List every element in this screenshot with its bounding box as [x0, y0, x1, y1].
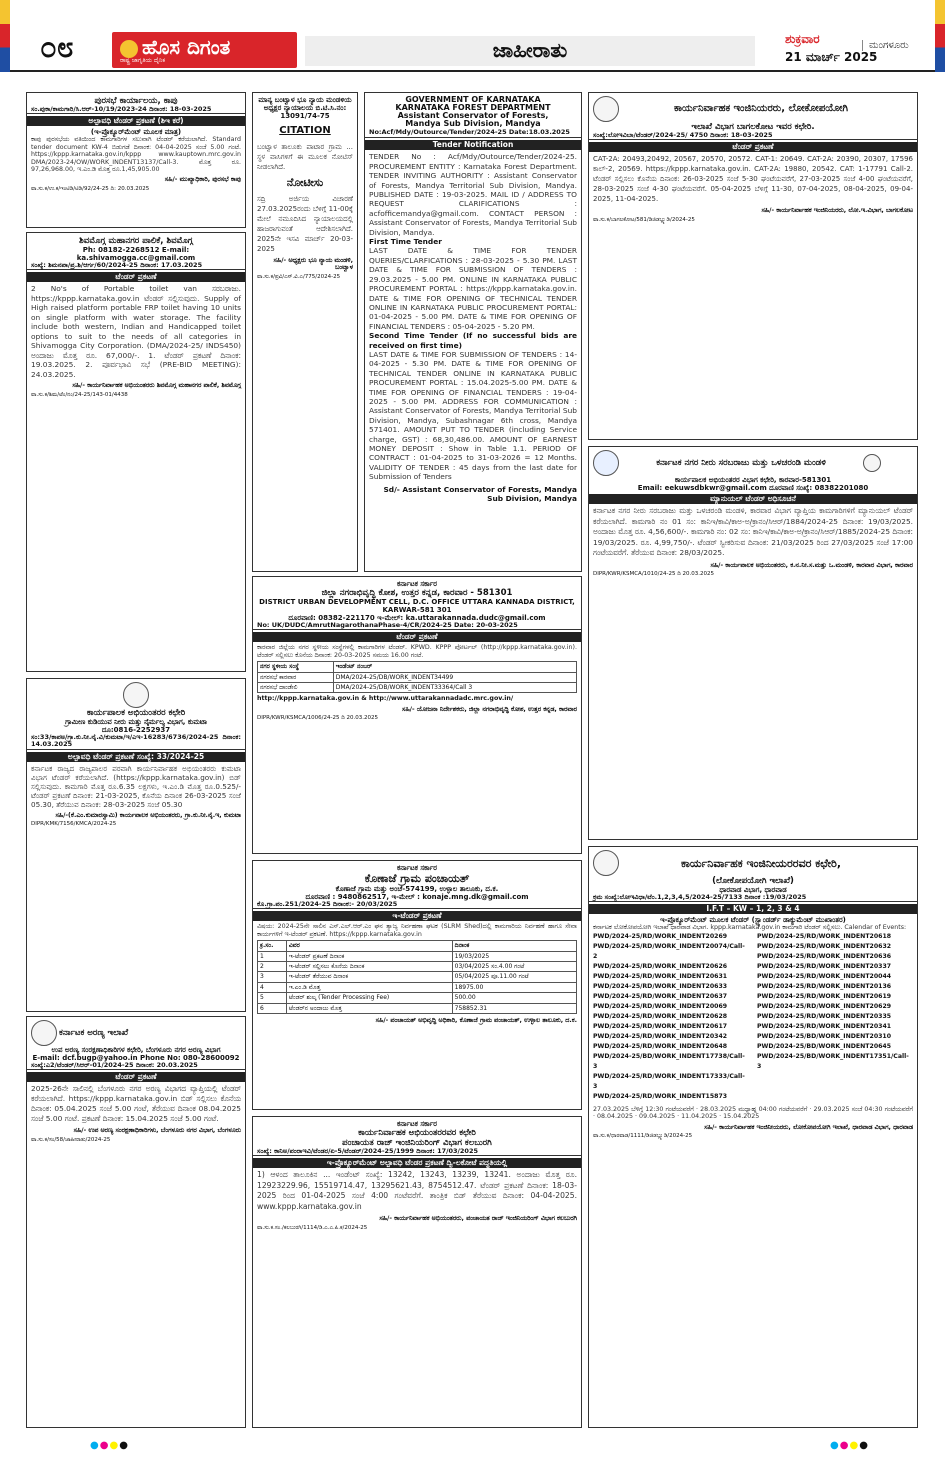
notice-bar: ಅಲ್ಪಾವಧಿ ಟೆಂಡರ್ ಪ್ರಕಟಣೆ (ಶಿಇ ಕರೆ) — [27, 116, 245, 126]
notice-contact: ದೂ:0816-2252937 — [101, 726, 171, 734]
table-cell: 6 — [258, 1003, 287, 1013]
table-cell: 1 — [258, 951, 287, 961]
table-header-row — [258, 941, 577, 951]
notice-footer: ವಾ.ಸು.ಕ/ಉ.ಕ/ಇಂಟಿಡಿ/ಟಿಡಿ/92/24-25 ದಿ: 20.03.2025 — [31, 185, 150, 192]
table-cell: ಇ.ಎಂ.ಡಿ ಮೊತ್ತ — [286, 982, 452, 992]
table-cell: ಇ-ಟೆಂಡರ್ ತೆರೆಯುವ ದಿನಾಂಕ — [286, 972, 452, 982]
notice-body: ಕರ್ನಾಟಕ ರಾಜ್ಯದ ರಾಜ್ಯಪಾಲರ ಪರವಾಗಿ ಕಾರ್ಯನಿರ್ವಾಹಕ ಅಭಿಯಂತರರು ಕುಮಟಾ ವಿಭಾಗ ಟೆಂಡರ್ ಕರೆಯಲಾಗಿದೆ. (https://kppp.karnataka.gov.in) ಬಿಡ್ ಸಲ್ಲಿಸುವುದು. ಕಾಮಗಾರಿ ಮೊತ್ತ ರೂ.6.35 ಲಕ್ಷಗಳು, ಇ.ಎಂ.ಡಿ ಮೊತ್ತ ರೂ.0.525/- ಟೆಂಡರ್ ಪ್ರಕಟಣೆ ದಿನಾಂಕ: 21-03-2025, ಕೊನೆಯ ದಿನಾಂಕ 26-03-2025 ಸಂಜೆ 05.30, ತೆರೆಯುವ ದಿನಾಂಕ: 28-03-2025 ಸಂಜೆ 05.30 — [31, 763, 241, 809]
table-header-row — [258, 662, 577, 672]
notice-footer: ವಾ.ಸು.ಕ.ಸಂ./ಕಲಬುರಗಿ/1114/ಡಿ.ಎ.ಎ.ಪಿ.ಕ/2024-25 — [257, 1224, 368, 1231]
table-cell: DMA/2024-25/DB/WORK_INDENT34499 — [333, 672, 576, 682]
notice-sign: ಸಹಿ/- ಕಾರ್ಯಪಾಲಕ ಅಭಿಯಂತರರು, ಕ.ನ.ನೀ.ಸ.ಮತ್ತು ಒ.ಮಂಡಳಿ, ಕಾರವಾರ ವಿಭಾಗ, ಕಾರವಾರ — [710, 561, 913, 569]
notice-sign: ಸಹಿ/- ಯೋಜನಾ ನಿರ್ದೇಶಕರು, ಜಿಲ್ಲಾ ನಗರಾಭಿವೃದ್ಧಿ ಕೋಶ, ಉತ್ತರ ಕನ್ನಡ, ಕಾರವಾರ — [402, 705, 577, 713]
government-seal-icon — [123, 682, 149, 708]
notice-sign: ಸಹಿ/- ಅಧ್ಯಕ್ಷರು ಭೂ ನ್ಯಾಯ ಮಂಡಳಿ, ಬಂಟ್ವಾಳ — [273, 257, 353, 272]
notice-contact: ದೂರವಾಣಿ: 08382-221170 ಇ-ಮೇಲ್: ka.uttarakannada.dudc@gmail.com — [288, 614, 546, 622]
indent-list-right — [757, 932, 913, 1102]
notice-title: ಕಾರ್ಯನಿರ್ವಾಹಕ ಇಂಜಿನಿಯರರು, ಲೋಕೋಪಯೋಗಿ — [674, 103, 848, 114]
list-item: PWD/2024-25/RD/WORK_INDENT20335 — [757, 1012, 892, 1020]
list-item: PWD/2024-25/RD/WORK_INDENT20636 — [757, 952, 892, 960]
list-item: PWD/2024-25/RD/WORK_INDENT15873 — [593, 1092, 728, 1100]
notice-title: CITATION — [279, 125, 331, 136]
notice-title-2: (ಲೋಕೋಪಯೋಗಿ ಇಲಾಖೆ) — [712, 876, 794, 886]
notice-title: ಜಿಲ್ಲಾ ನಗರಾಭಿವೃದ್ಧಿ ಕೋಶ, ಉತ್ತರ ಕನ್ನಡ, ಕಾರವಾರ - 581301 — [321, 588, 513, 598]
issue-date: 21 ಮಾರ್ಚ್ 2025 — [785, 50, 878, 64]
notice-gov: ಕರ್ನಾಟಕ ಸರ್ಕಾರ — [397, 1120, 437, 1128]
list-item: PWD/2024-25/RD/WORK_INDENT20136 — [757, 982, 892, 990]
notice-sub-2: ಇ-ಪ್ರೊಕ್ಯೂರ್‌ಮೆಂಟ್ ಮೂಲಕ ಟೆಂಡರ್ (ಸ್ಟ್ಯಾಂಡರ್ಡ್ ಡಾಕ್ಯುಮೆಂಟ್ ಮುಖಾಂತರ) — [660, 916, 846, 925]
notice-ref: ಸಂಖ್ಯೆ: ಕಾನಿಅ/ಪಂರಾಇವಿ/ಟೆಂಡರ/ಏ-5/ಟೆಂಡರ್/2024-25/1999 ದಿನಾಂಕ: 17/03/2025 — [253, 1148, 581, 1156]
notice-forest-kannada — [26, 1016, 246, 1428]
notice-body: ಕರ್ನಾಟಕ ಲೋಕೋಪಯೋಗಿ ಇಲಾಖೆ ಧಾರವಾಡ ವಿಭಾಗ. kppp.karnataka.gov.in ಕಾಮಗಾರಿ ಟೆಂಡರ್ ಸಲ್ಲಿಸಲು. Calendar of Events: — [593, 924, 907, 932]
list-item: PWD/2024-25/BD/WORK_INDENT20645 — [757, 1042, 892, 1050]
notice-ref: No:Acf/Mdy/Outource/Tender/2024-25 Date:18.03.2025 — [365, 128, 581, 138]
map-emblem-icon — [593, 450, 619, 476]
table-cell: 18975.00 — [452, 982, 576, 992]
notice-title: ಪುರಸಭೆ ಕಾರ್ಯಾಲಯ, ಕಾಪು — [94, 96, 178, 106]
notice-ref: ಕ್ರಮ ಸಂಖ್ಯೆ:ಲೋಇವಿಧಾ/ಟೆಂ.1,2,3,4,5/2024-25/7133 ದಿನಾಂಕ :19/03/2025 — [589, 894, 917, 902]
notice-gov: ಕರ್ನಾಟಕ ಸರ್ಕಾರ — [397, 864, 437, 872]
color-stripe-left — [0, 0, 10, 72]
second-tender-body: LAST DATE & TIME FOR SUBMISSION OF TENDERS : 14-04-2025 - 5.30 PM. DATE & TIME FOR OPENING OF TECHNICAL TENDER ONLINE IN KARNATAKA PUBLIC PROCUREMENT PORTAL : 15.04.2025-5.00 PM. DATE & TIME FOR OPENING OF FINANCIAL TENDERS : 19-04-2025 - 5.00 PM. ADDRESS FOR COMMUNICATION : Assistant Conservator of Forests, Mandya Territorial Sub Division, Mandya, Subashnagar 6th cross, Mandya 571401. AMOUNT PUT TO TENDER (including Service charge, GST) : 68,30,486.00. AMOUNT OF EARNEST MONEY DEPOSIT : Show in Table 1.1. PERIOD OF CONTRACT : 01-04-2025 to 31-03-2026 = 12 Months. VALIDITY OF TENDER : 45 days from the last date for Submission of Tenders — [369, 349, 577, 482]
notice-ref: ಕೊ.ಗ್ರಾ.ಪಂ.251/2024-25 ದಿನಾಂಕ:- 20/03/2025 — [253, 901, 581, 909]
notice-bagalkot — [588, 92, 918, 440]
notice-office-2: Mandya Sub Division, Mandya — [405, 119, 541, 128]
table-cell: 758852.31 — [452, 1003, 576, 1013]
list-item: PWD/2024-25/RD/WORK_INDENT20337 — [757, 962, 892, 970]
government-seal-icon — [593, 850, 619, 876]
table-cell: ನಗರಸಭೆ ದಾಂಡೇಲಿ — [258, 683, 334, 693]
notice-title: ಕಾರ್ಯಪಾಲಕ ಅಭಿಯಂತರರ ಕಛೇರಿ — [86, 708, 186, 718]
list-item: PWD/2024-25/RD/WORK_INDENT20044 — [757, 972, 892, 980]
notice-ref: ಸಂ.ಪುಕಾ/ಕಾಮಗಾರಿ/ಸಿ.ಆರ್-10/19/2023-24 ದಿನಾಂಕ: 18-03-2025 — [27, 106, 245, 114]
table-cell: 19/03/2025 — [452, 951, 576, 961]
notice-title: ಕರ್ನಾಟಕ ಅರಣ್ಯ ಇಲಾಖೆ — [59, 1028, 129, 1038]
notice-karwar-water — [588, 446, 918, 840]
table-cell: ಇ-ಟೆಂಡರ್ ಪ್ರಕಟಣೆ ದಿನಾಂಕ — [286, 951, 452, 961]
notice-bar: ಇ-ಪ್ರೊಕ್ಯೂರ್‌ಮೆಂಟ್ ಅಲ್ಪಾವಧಿ ಟೆಂಡರ ಪ್ರಕಟಣೆ ದ್ವಿ-ಲಕೋಟೆ ಪದ್ಧತಿಯಲ್ಲಿ — [253, 1158, 581, 1168]
list-item: PWD/2024-25/RD/WORK_INDENT20342 — [593, 1032, 728, 1040]
section-banner: ಜಾಹೀರಾತು — [305, 36, 755, 66]
table-cell: ಟೆಂಡರ್ ಶುಲ್ಕ (Tender Processing Fee) — [286, 993, 452, 1003]
table-row — [258, 672, 577, 682]
list-item: PWD/2024-25/RD/WORK_INDENT20648 — [593, 1042, 728, 1050]
notice-title: ಕೊಣಾಜೆ ಗ್ರಾಮ ಪಂಚಾಯತ್ — [364, 872, 470, 885]
notice-sign: ಸಹಿ/- ಪಂಚಾಯತ್ ಅಭಿವೃದ್ಧಿ ಅಧಿಕಾರಿ, ಕೊಣಾಜೆ ಗ್ರಾಮ ಪಂಚಾಯತ್, ಉಳ್ಳಾಲ ತಾಲೂಕು, ದ.ಕ. — [375, 1017, 577, 1025]
notice-title: ಕಾರ್ಯನಿರ್ವಾಹಕ ಇಂಜಿನೀಯರರವರ ಕಛೇರಿ, — [681, 856, 842, 870]
table-header-cell: ವಿವರ — [286, 941, 452, 951]
government-seal-icon — [593, 96, 619, 122]
notice-bar: Tender Notification — [365, 140, 581, 150]
table-header-cell: ಇಂಡೆಂಟ್ ನಂಬರ್ — [333, 662, 576, 672]
notice-court-citation — [252, 92, 358, 572]
list-item: PWD/2024-25/RD/WORK_INDENT20617 — [593, 1022, 728, 1030]
table-cell: ನಗರಸಭೆ ಕಾರವಾರ — [258, 672, 334, 682]
notice-sign: ಸಹಿ/- ಉಪ ಅರಣ್ಯ ಸಂರಕ್ಷಣಾಧಿಕಾರಿಗಳು, ಬೆಂಗಳೂರು ನಗರ ವಿಭಾಗ, ಬೆಂಗಳೂರು — [73, 1127, 241, 1135]
notice-shivamogga — [26, 232, 246, 672]
table-cell: ಇ-ಟೆಂಡರ್ ಸಲ್ಲಿಸಲು ಕೊನೆಯ ದಿನಾಂಕ — [286, 962, 452, 972]
notice-body-2: ಸದ್ರಿ ಅರ್ಜಿಯ ವಿಚಾರಣೆ 27.03.2025ರಂದು ಬೆಳಿಗ್ಗೆ 11-00ಕ್ಕೆ ಮೇಲೆ ನಮೂದಿಸಿದ ನ್ಯಾಯಾಲಯದಲ್ಲಿ ಹಾಜರಾಗುವಂತೆ ಆದೇಶಿಸಲಾಗಿದೆ. 2025ನೇ ಇಸವಿ ಮಾರ್ಚ್ 20-03-2025 — [257, 195, 353, 253]
notice-ref: ಸಂಖ್ಯೆ:ಲೋಇವಿಬಾ/ಟೆಂಡರ್/2024-25/ 4750 ದಿನಾಂಕ: 18-03-2025 — [589, 132, 917, 140]
notice-head: ಮಾನ್ಯ ಬಂಟ್ವಾಳ ಭೂ ನ್ಯಾಯ ಮಂಡಳಿಯ ಅಧ್ಯಕ್ಷರ ನ್ಯಾಯಾಲಯ ಬಿ.ಟಿ.ಸಿ.ನಂ: 13091/74-75 — [258, 96, 352, 120]
notice-body: 2 No's of Portable toilet van ಸರಬರಾಜು. https://kppp.karnataka.gov.in ಟೆಂಡರ್ ಸಲ್ಲಿಸುವುದು. Supply of High raised platform portable FRP toilet having 10 units on single platform with water storage. The facility include both western, Indian and Handicapped toilet options to suit to the needs of all categories in Shivamogga City Corporation. (DMA/2024-25/ INDS450) ಅಂದಾಜು ಮೊತ್ತ ರೂ. 67,000/-. 1. ಟೆಂಡರ್ ಪ್ರಕಟಣೆ ದಿನಾಂಕ: 19.03.2025. 2. ಪೂರ್ವಭಾವಿ ಸಭೆ (PRE-BID MEETING): 24.03.2025. — [31, 284, 241, 379]
notice-header — [31, 682, 241, 708]
notice-title-2: ಇಲಾಖೆ ವಿಭಾಗ ಬಾಗಲಕೋಟ ಇವರ ಕಛೇರಿ. — [691, 122, 815, 132]
notice-footer: ವಾ.ಸು.ಕ/ಪ್ರವಿ/ಎಸ್.ವಿ.ಎ/775/2024-25 — [257, 273, 341, 280]
notice-header — [593, 450, 913, 476]
table-row — [258, 1003, 577, 1013]
registration-marks-left: ●●●● — [90, 1440, 129, 1451]
second-tender-heading: Second Time Tender (If no successful bids are received on first time) — [369, 331, 577, 350]
notice-gov: ಕರ್ನಾಟಕ ಸರ್ಕಾರ — [397, 580, 437, 588]
list-item: PWD/2024-25/RD/WORK_INDENT20269 — [593, 932, 728, 940]
schedule-table — [257, 940, 577, 1014]
table-cell: 3 — [258, 972, 287, 982]
list-item: PWD/2024-25/RD/WORK_INDENT20626 — [593, 962, 728, 970]
table-cell: 05/04/2025 ಪೂ.11.00 ಗಂಟೆ — [452, 972, 576, 982]
notice-title: ಕಾರ್ಯನಿರ್ವಾಹಕ ಅಭಿಯಂತರರವರ ಕಛೇರಿ — [358, 1128, 476, 1138]
notice-sub: (ಇ-ಪ್ರೊಕ್ಯೂರ್‌ಮೆಂಟ್ ಮೂಲಕ ಮಾತ್ರ) — [90, 128, 182, 137]
notice-bar: ಅಲ್ಪಾವಧಿ ಟೆಂಡರ್ ಪ್ರಕಟಣೆ ಸಂಖ್ಯೆ: 33/2024-25 — [27, 752, 245, 762]
notice-body: 2025-26ನೇ ಸಾಲಿನಲ್ಲಿ ಬೆಂಗಳೂರು ನಗರ ಅರಣ್ಯ ವಿಭಾಗದ ವ್ಯಾಪ್ತಿಯಲ್ಲಿ ಟೆಂಡರ್ ಕರೆಯಲಾಗಿದೆ. https://kppp.karnataka.gov.in ಬಿಡ್ ಸಲ್ಲಿಸಲು ಕೊನೆಯ ದಿನಾಂಕ: 05.04.2025 ಸಂಜೆ 5.00 ಗಂಟೆ, ತೆರೆಯುವ ದಿನಾಂಕ 08.04.2025 ಸಂಜೆ 5.00 ಗಂಟೆ. ಪ್ರಕಟಣೆ ದಿನಾಂಕ: 15.04.2025 ಸಂಜೆ 5.00 ಗಂಟೆ. — [31, 1084, 241, 1124]
notice-header — [593, 850, 913, 876]
table-row — [258, 982, 577, 992]
table-header-cell: ಕ್ರ.ಸಂ. — [258, 941, 287, 951]
masthead-logo — [112, 32, 297, 68]
notice-body: 1) ಆಳಂದ ತಾಲೂಕಿನ ... ಇಂಡೆಂಟ್ ಸಂಖ್ಯೆ: 13242, 13243, 13239, 13241. ಅಂದಾಜು ಮೊತ್ತ ರೂ. 12923229.96, 15519714.47, 13295621.43, 8754512.47. ಟೆಂಡರ್ ಪ್ರಕಟಣೆ ದಿನಾಂಕ: 18-03-2025 ರಿಂದ 01-04-2025 ಸಂಜೆ 4:00 ಗಂಟೆವರೆಗೆ. ತಾಂತ್ರಿಕ ಬಿಡ್ ತೆರೆಯುವ ದಿನಾಂಕ: 04-04-2025. www.kppp.karnataka.gov.in — [257, 1170, 577, 1211]
list-item: PWD/2024-25/BD/WORK_INDENT17738/Call-3 — [593, 1052, 745, 1070]
notice-sign: ಸಹಿ/- ಕಾರ್ಯನಿರ್ವಾಹಕ ಅಭಿಯಂತರರು, ಪಂಚಾಯತ ರಾಜ್ ಇಂಜಿನಿಯರಿಂಗ್ ವಿಭಾಗ ಕಲಬುರಗಿ — [379, 1215, 577, 1223]
notice-bar: ಟೆಂಡರ್ ಪ್ರಕಟಣೆ — [27, 272, 245, 282]
notice-footer: DIPR/KMK/7156/KMCA/2024-25 — [31, 821, 117, 828]
list-item: PWD/2024-25/RD/WORK_INDENT17333/Call-3 — [593, 1072, 745, 1090]
table-cell: 03/04/2025 ಸಂ.4.00 ಗಂಟೆ — [452, 962, 576, 972]
table-cell: 4 — [258, 982, 287, 992]
notice-footer: ವಾ.ಸು.ಕ/ಸಂ/58/ಜಾಹೀರಾತು/2024-25 — [31, 1136, 111, 1143]
notice-bar: ಮ್ಯಾನುಯಲ್ ಟೆಂಡರ್ ಅಧಿಸೂಚನೆ — [589, 494, 917, 504]
table-row — [258, 683, 577, 693]
notice-ref: ಸಂಖ್ಯೆ:ಎ2/ಟೆಂಡರ್/ಸಿಆರ್-01/2024-25 ದಿನಾಂಕ: 20.03.2025 — [27, 1062, 245, 1070]
registration-marks-right: ●●●● — [830, 1440, 869, 1451]
indent-lists — [593, 932, 913, 1102]
notice-ref: ಸಂ:33/ಕಾಪಅ/ಗ್ರಾ.ಕು.ನೀ.ನೈ.ವಿ/ಕುಮಟಾ/ಇ/ಎಇ-16283/6736/2024-25 ದಿನಾಂಕ: 14.03.2025 — [27, 734, 245, 750]
notice-footer: ವಾ.ಸು.ಕ/ಧಾರವಾಡ/1111/ಡಿಜಿಡಬ್ಲ್ಯುಡಿ/2024-25 — [593, 1133, 693, 1140]
notice-body: CAT-2A: 20493,20492, 20567, 20570, 20572. CAT-1: 20649. CAT-2A: 20390, 20307, 17596 ಕಾಲ್-2, 20569. https://kppp.karnataka.gov.in. CAT-2A: 19880, 20542. CAT: 1-17791 Call-2. ಟೆಂಡರ್ ಸಲ್ಲಿಸಲು ಕೊನೆಯ ದಿನಾಂಕ: 26-03-2025 ಸಂಜೆ 5-30 ಘಂಟೆಯವರೆಗೆ, 27-03-2025 ಸಂಜೆ 4-00 ಘಂಟೆಯವರೆಗೆ, 28-03-2025 ಸಂಜೆ 4-30 ಘಂಟೆಯವರೆಗೆ. 05-04-2025 ಬೆಳಿಗ್ಗೆ 11-30, 07-04-2025, 08-04-2025, 09-04-2025, 11-04-2025. — [593, 155, 913, 204]
notice-sub: ಧಾರವಾಡ ವಿಭಾಗ, ಧಾರವಾಡ — [719, 886, 787, 894]
notice-kumta — [26, 678, 246, 1012]
notice-bar: I.F.T – KW – 1, 2, 3 & 4 — [589, 904, 917, 914]
notice-title-en: DISTRICT URBAN DEVELOPMENT CELL, D.C. OFFICE UTTARA KANNADA DISTRICT, KARWAR-581 301 — [259, 598, 575, 614]
edition-city: ಮಂಗಳೂರು — [862, 40, 909, 51]
notice-header — [593, 96, 913, 122]
notice-contact: Email: eekuwsdbkwr@gmail.com ದೂರವಾಣಿ ಸಂಖ್ಯೆ: 08382201080 — [637, 484, 869, 492]
notice-body: ವಿಷಯ: 2024-25ನೇ ಸಾಲಿನ ಎಸ್.ಎಲ್.ಆರ್.ಎಂ ಘನ ತ್ಯಾಜ್ಯ ನಿರ್ವಹಣಾ ಘಟಕ (SLRM Shed)ದಲ್ಲಿ ಕಾಮಗಾರಿಯ ನಿರ್ವಹಣೆ ಹಾಗೂ ಸೇವಾ ಕಾರ್ಯಗಳಿಗೆ ಇ-ಟೆಂಡರ್ ಪ್ರಕಟಣೆ. https://kppp.karnataka.gov.in — [257, 923, 577, 938]
notice-title: ಶಿವಮೊಗ್ಗ ಮಹಾನಗರ ಪಾಲಿಕೆ, ಶಿವಮೊಗ್ಗ — [79, 236, 193, 246]
notice-bar: ಟೆಂಡರ್ ಪ್ರಕಟಣೆ — [253, 632, 581, 642]
notice-subtitle: ನೋಟೀಸು — [286, 176, 324, 189]
table-header-cell: ದಿನಾಂಕ — [452, 941, 576, 951]
table-row — [258, 962, 577, 972]
notice-mandya-forest — [364, 92, 582, 572]
page-number: ೦೮ — [40, 30, 74, 65]
notice-contact: E-mail: dcf.bugp@yahoo.in Phone No: 080-28600092 — [32, 1054, 240, 1062]
notice-body: TENDER No : Acf/Mdy/Outource/Tender/2024-25. PROCUREMENT ENTITY : Karnataka Forest Department. TENDER INVITING AUTHORITY : Assistant Conservator of Forests, Mandya Territorial Sub Division, Mandya. PUBLISHED DATE : 19-03-2025. MAIL ID / ADDRESS TO REQUEST CLARIFICATIONS : acfofficemandya@gmail.com. CONTACT PERSON : Assistant Conservator of Forests, Mandya Territorial Sub Division, Mandya. — [369, 152, 577, 237]
color-stripe-right — [935, 0, 945, 72]
kuwsdb-logo-icon — [863, 454, 881, 472]
table-cell: ಟೆಂಡರ್‌ನ ಅಂದಾಜು ಮೊತ್ತ — [286, 1003, 452, 1013]
notice-ref: No: UK/DUDC/AmrutNagarothanaPhase-4/CR/2024-25 Date: 20-03-2025 — [253, 622, 581, 630]
list-item: PWD/2024-25/RD/WORK_INDENT20069 — [593, 1002, 728, 1010]
notice-header — [31, 1020, 241, 1046]
list-item: PWD/2024-25/RD/WORK_INDENT20632 — [757, 942, 892, 950]
notice-title: ಕರ್ನಾಟಕ ನಗರ ನೀರು ಸರಬರಾಜು ಮತ್ತು ಒಳಚರಂಡಿ ಮಂಡಳಿ — [656, 458, 826, 468]
notice-org: GOVERNMENT OF KARNATAKA — [405, 95, 541, 104]
event-dates: 27.03.2025 ಬೆಳಿಗ್ಗೆ 12:30 ಗಂಟೆಯವರೆಗೆ · 28.03.2025 ಮಧ್ಯಾಹ್ನ 04:00 ಗಂಟೆಯವರೆಗೆ · 29.03.2025 ಸಂಜೆ 04:30 ಗಂಟೆಯವರೆಗೆ · 08.04.2025 · 09.04.2025 · 11.04.2025 · 15.04.2025 — [593, 1105, 913, 1121]
indent-table — [257, 661, 577, 693]
notice-sign: ಸಹಿ/- ಕಾರ್ಯನಿರ್ವಾಹಕ ಇಂಜಿನಿಯರರು, ಲೋ.ಇ.ವಿಭಾಗ, ಬಾಗಲಕೋಟ — [761, 207, 913, 215]
notice-body: ಕರ್ನಾಟಕ ನಗರ ನೀರು ಸರಬರಾಜು ಮತ್ತು ಒಳಚರಂಡಿ ಮಂಡಳಿ, ಕಾರವಾರ ವಿಭಾಗ ವ್ಯಾಪ್ತಿಯ ಕಾಮಗಾರಿಗಳಿಗೆ ಮ್ಯಾನುಯಲ್ ಟೆಂಡರ್ ಕರೆಯಲಾಗಿದೆ. ಕಾಮಗಾರಿ ನಂ 01 ಸಂ: ಕಾನಿಇ/ಕಾವಿ/ಕಾಅ-ಅ/ಕ್ರಾನಂ/ಸಿಆರ್/1884/2024-25 ದಿನಾಂಕ: 19/03/2025. ಅಂದಾಜು ಮೊತ್ತ ರೂ. 4,56,600/-. ಕಾಮಗಾರಿ ನಂ: 02 ಸಂ: ಕಾನಿಇ/ಕಾವಿ/ಕಾಅ-ಅ/ಕ್ರಾನಂ/ಸಿಆರ್/1885/2024-25 ದಿನಾಂಕ: 19/03/2025. ರೂ. 4,99,750/-. ಟೆಂಡರ್ ಸ್ವೀಕರಿಸುವ ದಿನಾಂಕ: 21/03/2025 ರಿಂದ 27/03/2025 ಸಂಜೆ 17:00 ಗಂಟೆಯವರೆಗೆ. ತೆರೆಯುವ ದಿನಾಂಕ: 28/03/2025. — [593, 506, 913, 557]
notice-body: ಕಾರವಾರ ಜಿಲ್ಲೆಯ ನಗರ ಸ್ಥಳೀಯ ಸಂಸ್ಥೆಗಳಲ್ಲಿ ಕಾಮಗಾರಿಗಳ ಟೆಂಡರ್. KPWD. KPPP ಪೋರ್ಟಲ್ (http://kppp.karnataka.gov.in). ಟೆಂಡರ್ ಸಲ್ಲಿಸಲು ಕೊನೆಯ ದಿನಾಂಕ: 20-03-2025 ಸಮಯ 16.00 ಗಂಟೆ. — [257, 644, 577, 659]
notice-body: ಕಾಪು ಪುರಸಭೆಯ ವತಿಯಿಂದ ಕಾಮಗಾರಿಗಳ ಸಲುವಾಗಿ ಟೆಂಡರ್ ಕರೆಯಲಾಗಿದೆ. Standard tender document KW-4 ಬಿಡುಗಡೆ ದಿನಾಂಕ: 04-04-2025 ಸಂಜೆ 5.00 ಗಂಟೆ. https://kppp.karnataka.gov.in/kppp www.kauptown.mrc.gov.in DMA/2023-24/OW/WORK_INDENT13137/Call-3. ಮೊತ್ತ ರೂ. 97,26,968.00, ಇ.ಎಂ.ಡಿ ಮೊತ್ತ ರೂ.1,45,905.00 — [31, 136, 241, 174]
list-item: PWD/2024-25/RD/WORK_INDENT20629 — [757, 1002, 892, 1010]
list-item: PWD/2024-25/BD/WORK_INDENT20310 — [757, 1032, 892, 1040]
notice-dept: KARNATAKA FOREST DEPARTMENT — [395, 103, 551, 112]
notice-konaje — [252, 860, 582, 1110]
list-item: PWD/2024-25/RD/WORK_INDENT20618 — [757, 932, 892, 940]
notice-sub: ಉಪ ಅರಣ್ಯ ಸಂರಕ್ಷಣಾಧಿಕಾರಿಗಳ ಕಛೇರಿ, ಬೆಂಗಳೂರು ನಗರ ಅರಣ್ಯ ವಿಭಾಗ — [51, 1046, 221, 1054]
list-item: PWD/2024-25/RD/WORK_INDENT20341 — [757, 1022, 892, 1030]
notice-body: ಬಂಟ್ವಾಳ ತಾಲೂಕು ಪಾಟಾರ ಗ್ರಾಮ ... ಸ್ಥಳ ವಾಸಿಗಳಿಗೆ ಈ ಮೂಲಕ ನೋಟಿಸ್ ನೀಡಲಾಗಿದೆ. — [257, 143, 353, 171]
list-item: PWD/2024-25/RD/WORK_INDENT20631 — [593, 972, 728, 980]
lamp-icon — [120, 40, 138, 58]
notice-kapu — [26, 92, 246, 228]
notice-sub: ಗ್ರಾಮೀಣ ಕುಡಿಯುವ ನೀರು ಮತ್ತು ನೈರ್ಮಲ್ಯ ವಿಭಾಗ, ಕುಮಟಾ — [65, 718, 207, 726]
notice-footer: DIPR/KWR/KSMCA/1010/24-25 ದಿ 20.03.2025 — [593, 570, 715, 577]
notice-sub: ಕಾರ್ಯಪಾಲಕ ಅಭಿಯಂತರರ ವಿಭಾಗ ಕಛೇರಿ, ಕಾರವಾರ-581301 — [674, 476, 832, 484]
notice-contact: ದೂರವಾಣಿ : 9480862517, ಇ-ಮೇಲ್ : konaje.mng.dk@gmail.com — [305, 893, 529, 901]
notice-sign: Sd/- Assistant Conservator of Forests, Mandya Sub Division, Mandya — [383, 484, 577, 504]
notice-sign: ಸಹಿ/- ಕಾರ್ಯನಿರ್ವಾಹಕ ಅಭಿಯಂತರರು ಶಿವಮೊಗ್ಗ ಮಹಾನಗರ ಪಾಲಿಕೆ, ಶಿವಮೊಗ್ಗ — [72, 382, 241, 390]
notice-contact: Ph: 08182-2268512 E-mail: ka.shivamogga.cc@gmail.com — [76, 246, 196, 262]
table-row — [258, 951, 577, 961]
notice-office: Assistant Conservator of Forests, — [397, 111, 549, 120]
notice-sign: ಸಹಿ/- ಕಾರ್ಯನಿರ್ವಾಹಕ ಇಂಜಿನೀಯರರು, ಲೋಕೋಪಯೋಗಿ ಇಲಾಖೆ, ಧಾರವಾಡ ವಿಭಾಗ, ಧಾರವಾಡ — [704, 1123, 913, 1131]
notice-footer: ವಾ.ಸು.ಕ/ಬಾಗಲಕೋಟ/581/ಡಿಜಿಡಬ್ಲ್ಯುಡಿ/2024-25 — [593, 216, 695, 223]
table-cell: DMA/2024-25/DB/WORK_INDENT33364/Call 3 — [333, 683, 576, 693]
list-item: PWD/2024-25/RD/WORK_INDENT20074/Call-2 — [593, 942, 745, 960]
list-item: PWD/2024-25/RD/WORK_INDENT20637 — [593, 992, 728, 1000]
issue-day: ಶುಕ್ರವಾರ — [785, 32, 820, 46]
notice-kalaburagi — [252, 1116, 582, 1428]
table-cell: 5 — [258, 993, 287, 1003]
table-header-cell: ನಗರ ಸ್ಥಳೀಯ ಸಂಸ್ಥೆ — [258, 662, 334, 672]
table-row — [258, 972, 577, 982]
list-item: PWD/2024-25/RD/WORK_INDENT20633 — [593, 982, 728, 990]
notice-sub: ಕೊಣಾಜೆ ಗ್ರಾಮ ಮತ್ತು ಅಂಚೆ-574199, ಉಳ್ಳಾಲ ತಾಲೂಕು, ದ.ಕ. — [335, 885, 499, 893]
notice-sign: ಸಹಿ/- ಮುಖ್ಯಾಧಿಕಾರಿ, ಪುರಸಭೆ ಕಾಪು — [164, 176, 241, 184]
table-cell: 2 — [258, 962, 287, 972]
notice-bar: ಟೆಂಡರ್ ಪ್ರಕಟಣೆ — [27, 1072, 245, 1082]
notice-title-2: ಪಂಚಾಯತ ರಾಜ್ ಇಂಜಿನಿಯರಿಂಗ್ ವಿಭಾಗ ಕಲಬುರಗಿ — [342, 1138, 492, 1148]
first-tender-body: LAST DATE & TIME FOR TENDER QUERIES/CLARFICATIONS : 28-03-2025 - 5.30 PM. LAST DATE & TIME FOR SUBMISSION OF TENDERS : 29.03.2025 - 5.00 PM. ONLINE IN KARNATAKA PUBLIC PROCUREMENT PORTAL : https://kppp.karnataka.gov.in. DATE & TIME FOR OPENING OF TECHNICAL TENDER ONLINE IN KARNATAKA PUBLIC PROCUREMENT PORTAL: 01-04-2025 - 5.00 PM. DATE & TIME FOR OPENING OF FINANCIAL TENDERS : 05-04-2025 - 5.20 PM. — [369, 246, 577, 331]
notice-sign: ಸಹಿ/-(ಕೆ.ಎಂ.ಕುಮಾರಸ್ವಾಮಿ) ಕಾರ್ಯಪಾಲಕ ಅಭಿಯಂತರರು, ಗ್ರಾ.ಕು.ನೀ.ನೈ.ಇ, ಕುಮಟಾ — [55, 811, 241, 819]
notice-footer: ವಾ.ಸು.ಕ/ಶಿಮ/ಟೆಂ/ನಂ/24-25/143-01/4438 — [31, 391, 128, 398]
table-row — [258, 993, 577, 1003]
list-item: PWD/2024-25/BD/WORK_INDENT17351/Call-3 — [757, 1052, 909, 1070]
list-item: PWD/2024-25/RD/WORK_INDENT20619 — [757, 992, 892, 1000]
page-header — [0, 0, 945, 72]
notice-urls: http://kppp.karnataka.gov.in & http://www.uttarakannadadc.mrc.gov.in/ — [257, 695, 514, 703]
indent-list-left — [593, 932, 749, 1102]
masthead-tagline: ರಾಷ್ಟ್ರ ಜಾಗೃತಿಯ ದೈನಿಕ — [120, 57, 166, 64]
notice-karwar-dudc — [252, 576, 582, 854]
notice-bar: ಟೆಂಡರ್ ಪ್ರಕಟಣೆ — [589, 142, 917, 152]
notice-footer: DIPR/KWR/KSMCA/1006/24-25 ದಿ 20.03.2025 — [257, 715, 379, 722]
forest-seal-icon — [31, 1020, 57, 1046]
notice-bar: ಇ-ಟೆಂಡರ್ ಪ್ರಕಟಣೆ — [253, 911, 581, 921]
table-cell: 500.00 — [452, 993, 576, 1003]
first-tender-heading: First Time Tender — [369, 237, 442, 247]
masthead-title: ಹೊಸ ದಿಗಂತ — [142, 35, 231, 59]
notice-dharwad — [588, 846, 918, 1428]
list-item: PWD/2024-25/RD/WORK_INDENT20628 — [593, 1012, 728, 1020]
notice-ref: ಸಂಖ್ಯೆ: ಶಿಮನಪಾ/ಪ್ರ.ಶಿ/ಆರ್ಗ/60/2024-25 ದಿನಾಂಕ: 17.03.2025 — [27, 262, 245, 270]
